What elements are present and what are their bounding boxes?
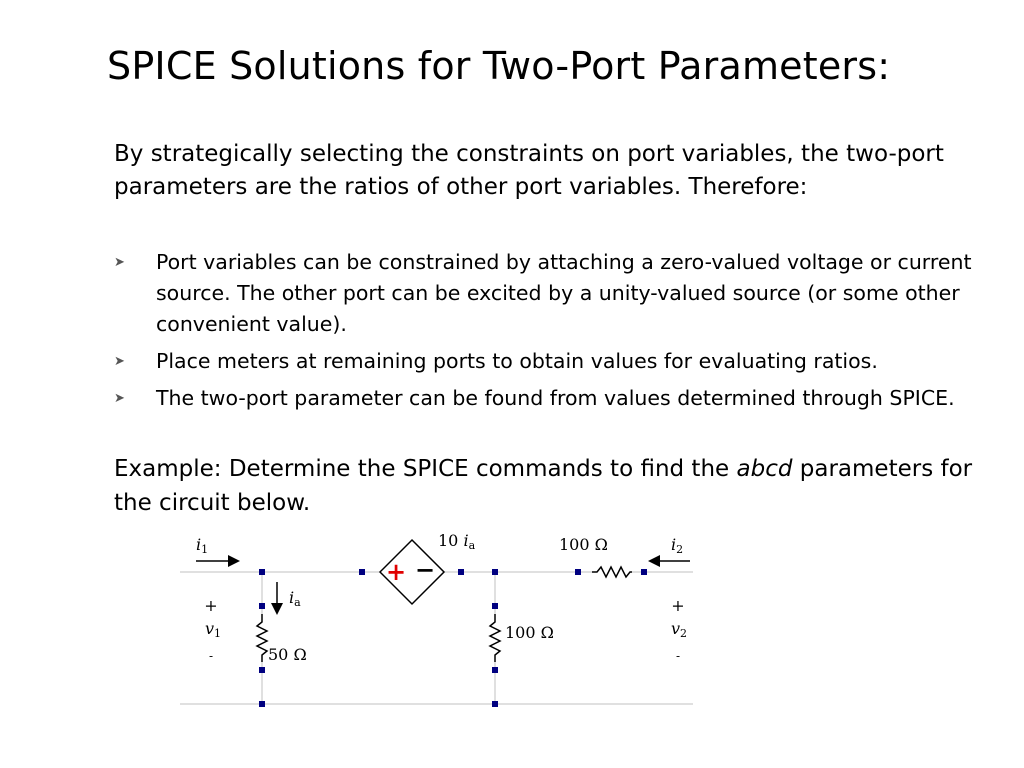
- ia-label: ia: [289, 588, 301, 609]
- circuit-labels: [196, 531, 687, 664]
- circuit-node: [359, 569, 365, 575]
- current-arrows: [196, 555, 690, 615]
- left-resistor-label: 50 Ω: [268, 645, 307, 664]
- circuit-node: [492, 667, 498, 673]
- dependent-voltage-source: [380, 540, 444, 604]
- arrow-bullet-icon: ➤: [114, 255, 125, 270]
- i2-arrow-icon: [648, 555, 690, 567]
- slide-title: SPICE Solutions for Two-Port Parameters:: [107, 44, 891, 88]
- circuit-node: [259, 667, 265, 673]
- resistor-50-ohm: [257, 614, 267, 662]
- source-minus-sign: −: [414, 555, 436, 584]
- bullet-text: The two-port parameter can be found from values determined through SPICE.: [156, 386, 955, 410]
- arrow-bullet-icon: ➤: [114, 354, 125, 369]
- bullet-text: Port variables can be constrained by attaching a zero-valued voltage or current source. The other port can be excited by a unity-valued source (or some other convenient value).: [156, 250, 972, 336]
- circuit-nodes: [259, 569, 647, 707]
- circuit-node: [641, 569, 647, 575]
- circuit-node: [259, 569, 265, 575]
- i1-arrow-icon: [196, 555, 240, 567]
- i1-label: i1: [196, 535, 209, 556]
- example-emphasis: abcd: [736, 456, 793, 482]
- wires: [180, 572, 693, 704]
- circuit-node: [259, 603, 265, 609]
- resistor-100-ohm-shunt: [490, 614, 500, 662]
- i2-label: i2: [671, 535, 684, 556]
- circuit-node: [259, 701, 265, 707]
- v1-plus-sign: +: [204, 596, 218, 615]
- v1-label: v1: [205, 619, 222, 640]
- bullet-text: Place meters at remaining ports to obtain values for evaluating ratios.: [156, 349, 878, 373]
- resistors: [257, 567, 632, 662]
- circuit-node: [492, 701, 498, 707]
- v1-minus-sign: -: [208, 649, 214, 663]
- circuit-node: [458, 569, 464, 575]
- source-gain-label: 10 ia: [438, 531, 476, 552]
- example-text: Example: Determine the SPICE commands to find the: [114, 456, 737, 482]
- circuit-node: [492, 569, 498, 575]
- v2-plus-sign: +: [671, 596, 685, 615]
- source-plus-sign: +: [385, 557, 407, 586]
- example-text-end: parameters for the circuit below.: [114, 456, 973, 516]
- circuit-node: [575, 569, 581, 575]
- resistor-100-ohm-series: [592, 567, 632, 577]
- circuit-node: [492, 603, 498, 609]
- intro-paragraph: By strategically selecting the constraints on port variables, the two-port parameters are the ratios of other port variables. Therefore:: [114, 141, 944, 200]
- arrow-bullet-icon: ➤: [114, 391, 125, 406]
- series-resistor-label: 100 Ω: [559, 535, 608, 554]
- v2-label: v2: [671, 619, 688, 640]
- ia-arrow-icon: [271, 582, 283, 615]
- mid-resistor-label: 100 Ω: [505, 623, 554, 642]
- v2-minus-sign: -: [675, 649, 681, 663]
